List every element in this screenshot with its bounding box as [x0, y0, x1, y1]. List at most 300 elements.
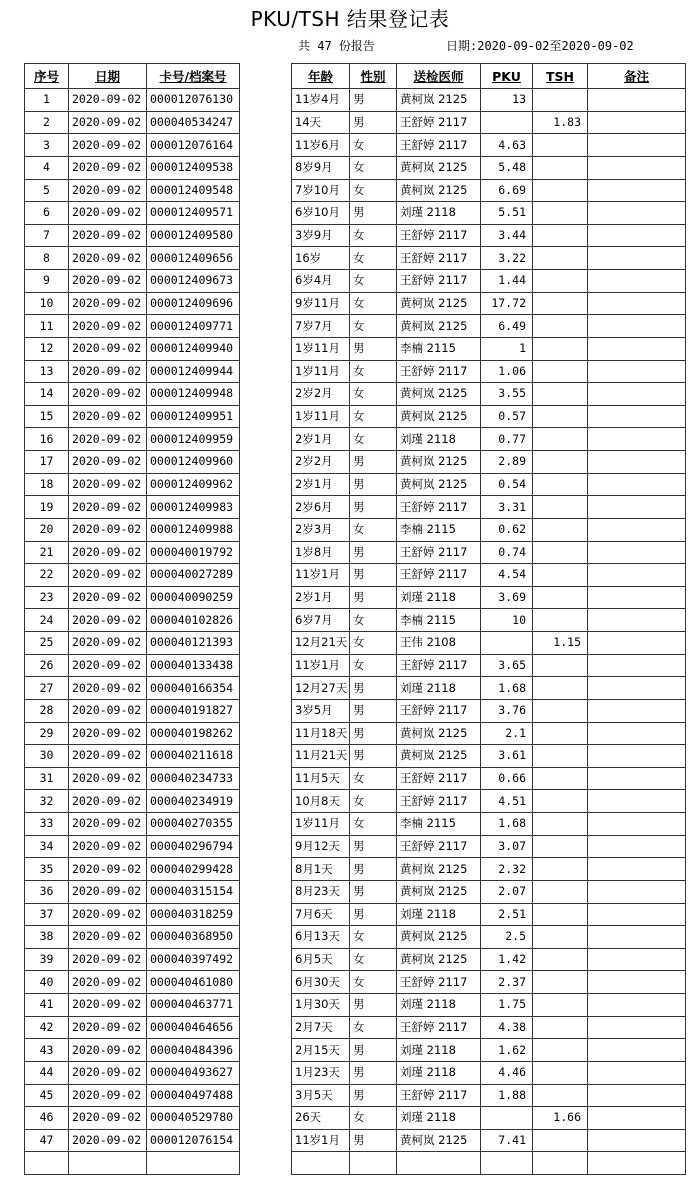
- cell-date: 2020-09-02: [69, 971, 147, 994]
- cell-sex: 女: [350, 247, 397, 270]
- cell-tsh: [533, 405, 588, 428]
- cell-age: 1岁8月: [292, 541, 350, 564]
- cell-sex: 男: [350, 473, 397, 496]
- cell-sex: 女: [350, 315, 397, 338]
- cell-no: 36: [25, 880, 69, 903]
- cell-date: 2020-09-02: [69, 1016, 147, 1039]
- cell-sex: 男: [350, 722, 397, 745]
- cell-pku: 3.31: [481, 496, 533, 519]
- table-row: [25, 654, 686, 677]
- cell-pku: 5.48: [481, 156, 533, 179]
- cell-age: 2岁6月: [292, 496, 350, 519]
- cell-tsh: [533, 134, 588, 157]
- cell-tsh: [533, 292, 588, 315]
- cell-age: 2岁1月: [292, 473, 350, 496]
- cell-sex: 男: [350, 89, 397, 112]
- cell-note: [588, 360, 686, 383]
- table-row: [25, 926, 686, 949]
- cell-doctor: 王舒婷 2117: [397, 564, 481, 587]
- cell-date: 2020-09-02: [69, 903, 147, 926]
- cell-card: 000040027289: [147, 564, 240, 587]
- table-row: [25, 360, 686, 383]
- cell-sex: 女: [350, 179, 397, 202]
- cell-card: 000012076154: [147, 1129, 240, 1152]
- cell-pku: 0.66: [481, 767, 533, 790]
- cell-doctor: 黄柯岚 2125: [397, 722, 481, 745]
- cell-no: 38: [25, 926, 69, 949]
- cell-spacer: [240, 880, 292, 903]
- cell-spacer: [240, 699, 292, 722]
- cell-pku: 3.22: [481, 247, 533, 270]
- col-header-no: 序号: [25, 64, 69, 89]
- cell-date: 2020-09-02: [69, 790, 147, 813]
- cell-tsh: [533, 745, 588, 768]
- cell-pku: 1.88: [481, 1084, 533, 1107]
- cell-age: 1岁11月: [292, 337, 350, 360]
- cell-pku: 3.44: [481, 224, 533, 247]
- cell-age: 1岁11月: [292, 813, 350, 836]
- cell-age: 11月5天: [292, 767, 350, 790]
- report-title: PKU/TSH 结果登记表: [250, 7, 450, 31]
- cell-pku: 5.51: [481, 202, 533, 225]
- table-row: [25, 994, 686, 1017]
- cell-spacer: [240, 564, 292, 587]
- cell-spacer: [240, 89, 292, 112]
- cell-tsh: [533, 948, 588, 971]
- cell-sex: 男: [350, 541, 397, 564]
- cell-no: 35: [25, 858, 69, 881]
- cell-date: 2020-09-02: [69, 564, 147, 587]
- cell-tsh: [533, 1039, 588, 1062]
- cell-no: 30: [25, 745, 69, 768]
- cell-spacer: [240, 405, 292, 428]
- cell-doctor: 王舒婷 2117: [397, 496, 481, 519]
- cell-date: 2020-09-02: [69, 89, 147, 112]
- col-header-pku: PKU: [481, 64, 533, 89]
- cell-card: 000040368950: [147, 926, 240, 949]
- cell-doctor: 王舒婷 2117: [397, 654, 481, 677]
- cell-age: 2月15天: [292, 1039, 350, 1062]
- cell-tsh: [533, 428, 588, 451]
- cell-date: 2020-09-02: [69, 745, 147, 768]
- table-row: [25, 835, 686, 858]
- cell-card: 000040234919: [147, 790, 240, 813]
- cell-spacer: [240, 473, 292, 496]
- cell-tsh: [533, 858, 588, 881]
- cell-pku: 3.55: [481, 383, 533, 406]
- cell-age: 6岁7月: [292, 609, 350, 632]
- cell-no: 28: [25, 699, 69, 722]
- cell-no: 20: [25, 518, 69, 541]
- cell-card: 000012409951: [147, 405, 240, 428]
- cell-tsh: 1.15: [533, 632, 588, 655]
- cell-card: 000040121393: [147, 632, 240, 655]
- cell-doctor: 刘瑾 2118: [397, 1061, 481, 1084]
- table-row: [25, 677, 686, 700]
- cell-age: 6月13天: [292, 926, 350, 949]
- cell-note: [588, 903, 686, 926]
- table-row: [25, 1016, 686, 1039]
- cell-note: [588, 813, 686, 836]
- cell-doctor: 黄柯岚 2125: [397, 880, 481, 903]
- cell-tsh: [533, 224, 588, 247]
- table-row: [25, 202, 686, 225]
- cell-no: 32: [25, 790, 69, 813]
- cell-spacer: [240, 858, 292, 881]
- cell-card: 000012409538: [147, 156, 240, 179]
- cell-pku: [481, 632, 533, 655]
- cell-no: 40: [25, 971, 69, 994]
- cell-pku: 1.68: [481, 677, 533, 700]
- cell-tsh: [533, 518, 588, 541]
- cell-age: 26天: [292, 1107, 350, 1130]
- cell-age: 6月5天: [292, 948, 350, 971]
- cell-tsh: [533, 337, 588, 360]
- cell-age: 3岁9月: [292, 224, 350, 247]
- cell-tsh: 1.66: [533, 1107, 588, 1130]
- cell-pku: 2.32: [481, 858, 533, 881]
- cell-sex: 男: [350, 835, 397, 858]
- cell-doctor: 黄柯岚 2125: [397, 89, 481, 112]
- cell-note: [588, 1061, 686, 1084]
- cell-no: 47: [25, 1129, 69, 1152]
- table-row: [25, 451, 686, 474]
- cell-tsh: [533, 451, 588, 474]
- cell-pku: 17.72: [481, 292, 533, 315]
- cell-doctor: 黄柯岚 2125: [397, 1129, 481, 1152]
- cell-pku: 4.51: [481, 790, 533, 813]
- table-row: [25, 813, 686, 836]
- cell-no: 3: [25, 134, 69, 157]
- cell-age: 11岁1月: [292, 1129, 350, 1152]
- cell-card: 000040318259: [147, 903, 240, 926]
- cell-card: 000040270355: [147, 813, 240, 836]
- cell-spacer: [240, 971, 292, 994]
- cell-pku: 6.69: [481, 179, 533, 202]
- cell-doctor: 王舒婷 2117: [397, 541, 481, 564]
- cell-doctor: 李楠 2115: [397, 813, 481, 836]
- cell-note: [588, 926, 686, 949]
- cell-spacer: [240, 1061, 292, 1084]
- cell-no: 46: [25, 1107, 69, 1130]
- cell-tsh: [533, 813, 588, 836]
- cell-age: 12月21天: [292, 632, 350, 655]
- cell-date: 2020-09-02: [69, 722, 147, 745]
- cell-pku: 1.62: [481, 1039, 533, 1062]
- cell-sex: 女: [350, 518, 397, 541]
- cell-doctor: 刘瑾 2118: [397, 994, 481, 1017]
- cell-age: 7岁7月: [292, 315, 350, 338]
- table-row: [25, 270, 686, 293]
- cell-age: 11岁1月: [292, 654, 350, 677]
- cell-tsh: [533, 315, 588, 338]
- cell-age: 8月1天: [292, 858, 350, 881]
- cell-spacer: [240, 767, 292, 790]
- cell-note: [588, 1129, 686, 1152]
- cell-note: [588, 270, 686, 293]
- cell-note: [588, 699, 686, 722]
- cell-date: 2020-09-02: [69, 1107, 147, 1130]
- cell-date: 2020-09-02: [69, 880, 147, 903]
- cell-no: 22: [25, 564, 69, 587]
- cell-sex: 女: [350, 1016, 397, 1039]
- cell-doctor: 黄柯岚 2125: [397, 156, 481, 179]
- cell-doctor: 刘瑾 2118: [397, 903, 481, 926]
- cell-no: 12: [25, 337, 69, 360]
- cell-card: 000012409983: [147, 496, 240, 519]
- cell-note: [588, 767, 686, 790]
- cell-card: 000040296794: [147, 835, 240, 858]
- cell-sex: 男: [350, 1129, 397, 1152]
- cell-note: [588, 858, 686, 881]
- cell-date: 2020-09-02: [69, 473, 147, 496]
- cell-note: [588, 835, 686, 858]
- cell-age: 7月6天: [292, 903, 350, 926]
- cell-spacer: [240, 1107, 292, 1130]
- cell-doctor: 黄柯岚 2125: [397, 315, 481, 338]
- cell-age: 2岁1月: [292, 586, 350, 609]
- cell-age: 11月18天: [292, 722, 350, 745]
- cell-tsh: [533, 767, 588, 790]
- table-row: [25, 134, 686, 157]
- cell-pku: 6.49: [481, 315, 533, 338]
- cell-date: 2020-09-02: [69, 179, 147, 202]
- cell-no: 6: [25, 202, 69, 225]
- cell-no: 1: [25, 89, 69, 112]
- cell-doctor: 王伟 2108: [397, 632, 481, 655]
- cell-sex: [350, 1152, 397, 1175]
- table-row: [25, 858, 686, 881]
- cell-card: [147, 1152, 240, 1175]
- cell-age: 6岁4月: [292, 270, 350, 293]
- cell-pku: 10: [481, 609, 533, 632]
- col-header-doctor: 送检医师: [397, 64, 481, 89]
- table-row: [25, 428, 686, 451]
- cell-age: 8月23天: [292, 880, 350, 903]
- cell-pku: [481, 111, 533, 134]
- cell-no: 25: [25, 632, 69, 655]
- cell-sex: 女: [350, 360, 397, 383]
- cell-doctor: 刘瑾 2118: [397, 677, 481, 700]
- cell-spacer: [240, 609, 292, 632]
- cell-no: 34: [25, 835, 69, 858]
- cell-pku: 3.76: [481, 699, 533, 722]
- cell-card: 000040198262: [147, 722, 240, 745]
- cell-spacer: [240, 745, 292, 768]
- cell-spacer: [240, 813, 292, 836]
- cell-tsh: [533, 270, 588, 293]
- cell-sex: 女: [350, 292, 397, 315]
- cell-sex: 男: [350, 745, 397, 768]
- cell-age: 14天: [292, 111, 350, 134]
- cell-note: [588, 383, 686, 406]
- cell-note: [588, 156, 686, 179]
- cell-doctor: 王舒婷 2117: [397, 699, 481, 722]
- cell-spacer: [240, 654, 292, 677]
- cell-tsh: [533, 360, 588, 383]
- cell-card: 000012409656: [147, 247, 240, 270]
- cell-date: [69, 1152, 147, 1175]
- cell-doctor: 黄柯岚 2125: [397, 926, 481, 949]
- table-row: [25, 903, 686, 926]
- cell-card: 000040464656: [147, 1016, 240, 1039]
- cell-date: 2020-09-02: [69, 451, 147, 474]
- cell-no: 31: [25, 767, 69, 790]
- cell-doctor: 黄柯岚 2125: [397, 451, 481, 474]
- cell-card: 000040463771: [147, 994, 240, 1017]
- cell-card: 000012409940: [147, 337, 240, 360]
- cell-pku: 2.37: [481, 971, 533, 994]
- cell-tsh: [533, 1152, 588, 1175]
- cell-no: 45: [25, 1084, 69, 1107]
- cell-card: 000012409944: [147, 360, 240, 383]
- cell-tsh: [533, 722, 588, 745]
- table-row: [25, 541, 686, 564]
- table-row: [25, 609, 686, 632]
- cell-tsh: 1.83: [533, 111, 588, 134]
- cell-tsh: [533, 179, 588, 202]
- cell-doctor: 王舒婷 2117: [397, 270, 481, 293]
- cell-sex: 男: [350, 496, 397, 519]
- cell-note: [588, 111, 686, 134]
- table-row: [25, 405, 686, 428]
- cell-card: 000040299428: [147, 858, 240, 881]
- cell-note: [588, 428, 686, 451]
- cell-doctor: 黄柯岚 2125: [397, 948, 481, 971]
- cell-tsh: [533, 926, 588, 949]
- cell-sex: 女: [350, 813, 397, 836]
- cell-spacer: [240, 926, 292, 949]
- cell-no: 4: [25, 156, 69, 179]
- cell-doctor: 黄柯岚 2125: [397, 292, 481, 315]
- col-header-date: 日期: [69, 64, 147, 89]
- cell-note: [588, 337, 686, 360]
- cell-card: 000040497488: [147, 1084, 240, 1107]
- cell-spacer: [240, 994, 292, 1017]
- cell-age: 6岁10月: [292, 202, 350, 225]
- table-row: [25, 1129, 686, 1152]
- cell-no: 37: [25, 903, 69, 926]
- cell-note: [588, 971, 686, 994]
- cell-sex: 女: [350, 609, 397, 632]
- cell-doctor: 王舒婷 2117: [397, 134, 481, 157]
- cell-date: 2020-09-02: [69, 292, 147, 315]
- cell-age: 6月30天: [292, 971, 350, 994]
- cell-note: [588, 948, 686, 971]
- cell-no: 29: [25, 722, 69, 745]
- cell-no: 33: [25, 813, 69, 836]
- cell-date: 2020-09-02: [69, 405, 147, 428]
- cell-card: 000040090259: [147, 586, 240, 609]
- cell-doctor: 李楠 2115: [397, 609, 481, 632]
- cell-card: 000012409673: [147, 270, 240, 293]
- cell-no: 24: [25, 609, 69, 632]
- cell-tsh: [533, 699, 588, 722]
- cell-doctor: 刘瑾 2118: [397, 586, 481, 609]
- table-row: [25, 632, 686, 655]
- cell-tsh: [533, 586, 588, 609]
- cell-date: 2020-09-02: [69, 134, 147, 157]
- cell-no: 9: [25, 270, 69, 293]
- table-row: [25, 247, 686, 270]
- cell-age: 1岁11月: [292, 405, 350, 428]
- cell-age: 3月5天: [292, 1084, 350, 1107]
- cell-spacer: [240, 360, 292, 383]
- cell-note: [588, 994, 686, 1017]
- cell-date: 2020-09-02: [69, 813, 147, 836]
- cell-no: 18: [25, 473, 69, 496]
- cell-sex: 男: [350, 903, 397, 926]
- cell-no: 43: [25, 1039, 69, 1062]
- cell-card: 000040019792: [147, 541, 240, 564]
- cell-date: 2020-09-02: [69, 337, 147, 360]
- cell-no: 11: [25, 315, 69, 338]
- cell-date: 2020-09-02: [69, 383, 147, 406]
- cell-doctor: 黄柯岚 2125: [397, 858, 481, 881]
- cell-age: 11岁1月: [292, 564, 350, 587]
- cell-card: 000012409959: [147, 428, 240, 451]
- cell-pku: 4.46: [481, 1061, 533, 1084]
- cell-date: 2020-09-02: [69, 609, 147, 632]
- cell-spacer: [240, 270, 292, 293]
- cell-sex: 女: [350, 383, 397, 406]
- cell-date: 2020-09-02: [69, 428, 147, 451]
- table-header-row: [25, 64, 686, 89]
- cell-age: 1月23天: [292, 1061, 350, 1084]
- cell-doctor: 黄柯岚 2125: [397, 473, 481, 496]
- cell-age: 16岁: [292, 247, 350, 270]
- cell-note: [588, 292, 686, 315]
- cell-card: 000040166354: [147, 677, 240, 700]
- cell-card: 000012409988: [147, 518, 240, 541]
- cell-tsh: [533, 496, 588, 519]
- table-body: [25, 89, 686, 1175]
- cell-date: 2020-09-02: [69, 156, 147, 179]
- cell-age: 12月27天: [292, 677, 350, 700]
- table-row: [25, 496, 686, 519]
- cell-no: 27: [25, 677, 69, 700]
- cell-spacer: [240, 1152, 292, 1175]
- cell-sex: 男: [350, 677, 397, 700]
- cell-card: 000012409580: [147, 224, 240, 247]
- cell-pku: 0.74: [481, 541, 533, 564]
- cell-no: 42: [25, 1016, 69, 1039]
- cell-tsh: [533, 156, 588, 179]
- cell-note: [588, 473, 686, 496]
- cell-pku: 2.07: [481, 880, 533, 903]
- cell-date: 2020-09-02: [69, 1061, 147, 1084]
- cell-tsh: [533, 473, 588, 496]
- cell-date: 2020-09-02: [69, 496, 147, 519]
- cell-sex: 女: [350, 224, 397, 247]
- cell-doctor: 王舒婷 2117: [397, 971, 481, 994]
- cell-date: 2020-09-02: [69, 315, 147, 338]
- cell-pku: 1.06: [481, 360, 533, 383]
- cell-spacer: [240, 722, 292, 745]
- cell-note: [588, 1016, 686, 1039]
- cell-spacer: [240, 948, 292, 971]
- table-row: [25, 1084, 686, 1107]
- cell-tsh: [533, 564, 588, 587]
- cell-no: 44: [25, 1061, 69, 1084]
- cell-spacer: [240, 586, 292, 609]
- cell-spacer: [240, 1129, 292, 1152]
- cell-note: [588, 1152, 686, 1175]
- cell-tsh: [533, 89, 588, 112]
- cell-date: 2020-09-02: [69, 270, 147, 293]
- cell-tsh: [533, 609, 588, 632]
- cell-no: 14: [25, 383, 69, 406]
